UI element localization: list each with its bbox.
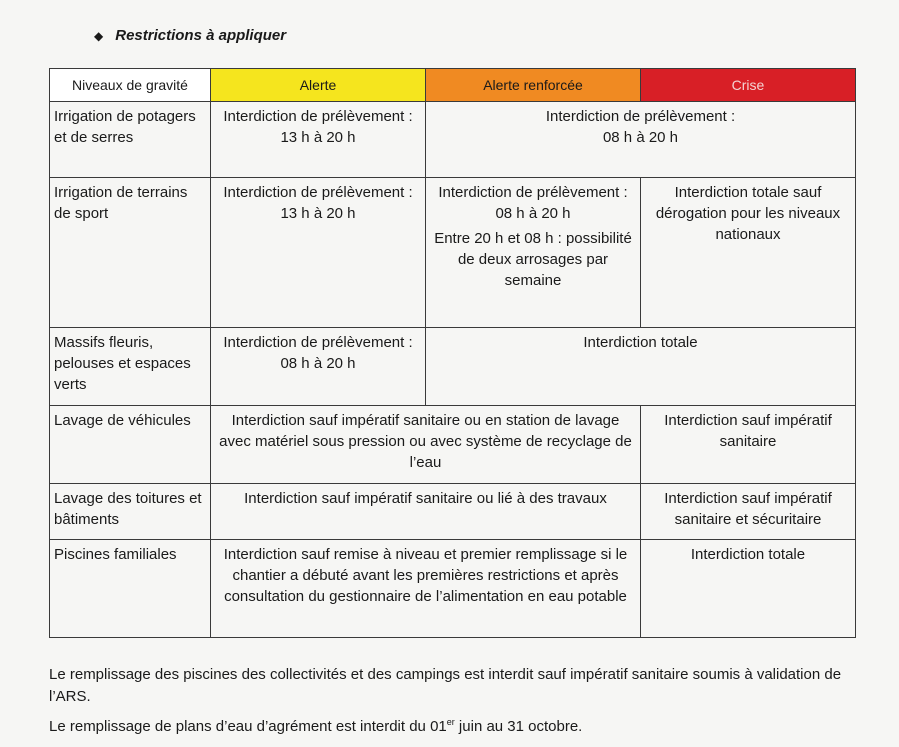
cell-renforcee-crise: Interdiction totale <box>426 328 856 406</box>
cell-alerte <box>211 178 426 328</box>
row-label: Massifs fleuris, pelouses et espaces verts <box>50 328 211 406</box>
cell-text: 08 h à 20 h <box>495 205 571 222</box>
cell-alerte-renforcee: Interdiction sauf impératif sanitaire ou en station de lavage avec matériel sous pression ou avec système de recyclage de l’eau <box>211 406 641 484</box>
note-plans-eau <box>49 716 869 738</box>
diamond-bullet-icon: ◆ <box>94 28 104 43</box>
section-heading-text: Restrictions à appliquer <box>115 27 287 44</box>
table-row <box>50 102 856 178</box>
table-row <box>50 406 856 484</box>
cell-text: 13 h à 20 h <box>280 205 356 222</box>
cell-renforcee-crise <box>426 102 856 178</box>
cell-text: Interdiction de prélèvement : <box>223 334 413 351</box>
row-label: Irrigation de terrains de sport <box>50 178 211 328</box>
table-row <box>50 484 856 540</box>
section-heading <box>94 27 286 44</box>
row-label: Lavage de véhicules <box>50 406 211 484</box>
row-label: Lavage des toitures et bâtiments <box>50 484 211 540</box>
header-alerte: Alerte <box>211 69 426 102</box>
row-label: Irrigation de potagers et de serres <box>50 102 211 178</box>
cell-alerte-renforcee: Interdiction sauf remise à niveau et premier remplissage si le chantier a débuté avant les premières restrictions et après consultation du gestionnaire de l’alimentation en eau potable <box>211 540 641 638</box>
table-header-row <box>50 69 856 102</box>
cell-crise: Interdiction totale sauf dérogation pour les niveaux nationaux <box>641 178 856 328</box>
header-alerte-renforcee: Alerte renforcée <box>426 69 641 102</box>
cell-text: 08 h à 20 h <box>280 355 356 372</box>
cell-text: Interdiction de prélèvement : <box>223 184 413 201</box>
restrictions-table <box>49 68 856 638</box>
cell-alerte <box>211 328 426 406</box>
table-row <box>50 328 856 406</box>
cell-text: Interdiction de prélèvement : <box>438 184 628 201</box>
note-piscines-collectivites: Le remplissage des piscines des collectivités et des campings est interdit sauf impératif sanitaire soumis à validation de l’ARS. <box>49 666 842 705</box>
header-levels: Niveaux de gravité <box>50 69 211 102</box>
note-superscript: er <box>446 717 455 727</box>
cell-crise: Interdiction sauf impératif sanitaire et sécuritaire <box>641 484 856 540</box>
cell-alerte-renforcee: Interdiction sauf impératif sanitaire ou lié à des travaux <box>211 484 641 540</box>
row-label: Piscines familiales <box>50 540 211 638</box>
cell-renforcee <box>426 178 641 328</box>
table-row <box>50 178 856 328</box>
cell-text: 08 h à 20 h <box>602 129 679 146</box>
header-crise: Crise <box>641 69 856 102</box>
table-row <box>50 540 856 638</box>
cell-text: 13 h à 20 h <box>280 129 356 146</box>
note-text: juin au 31 octobre. <box>454 718 583 735</box>
cell-alerte <box>211 102 426 178</box>
cell-text: Interdiction de prélèvement : <box>545 108 736 125</box>
cell-text: Entre 20 h et 08 h : possibilité de deux arrosages par semaine <box>434 230 632 289</box>
cell-text: Interdiction de prélèvement : <box>223 108 413 125</box>
cell-crise: Interdiction totale <box>641 540 856 638</box>
note-text: Le remplissage de plans d’eau d’agrément est interdit du 01 <box>49 718 447 735</box>
cell-crise: Interdiction sauf impératif sanitaire <box>641 406 856 484</box>
